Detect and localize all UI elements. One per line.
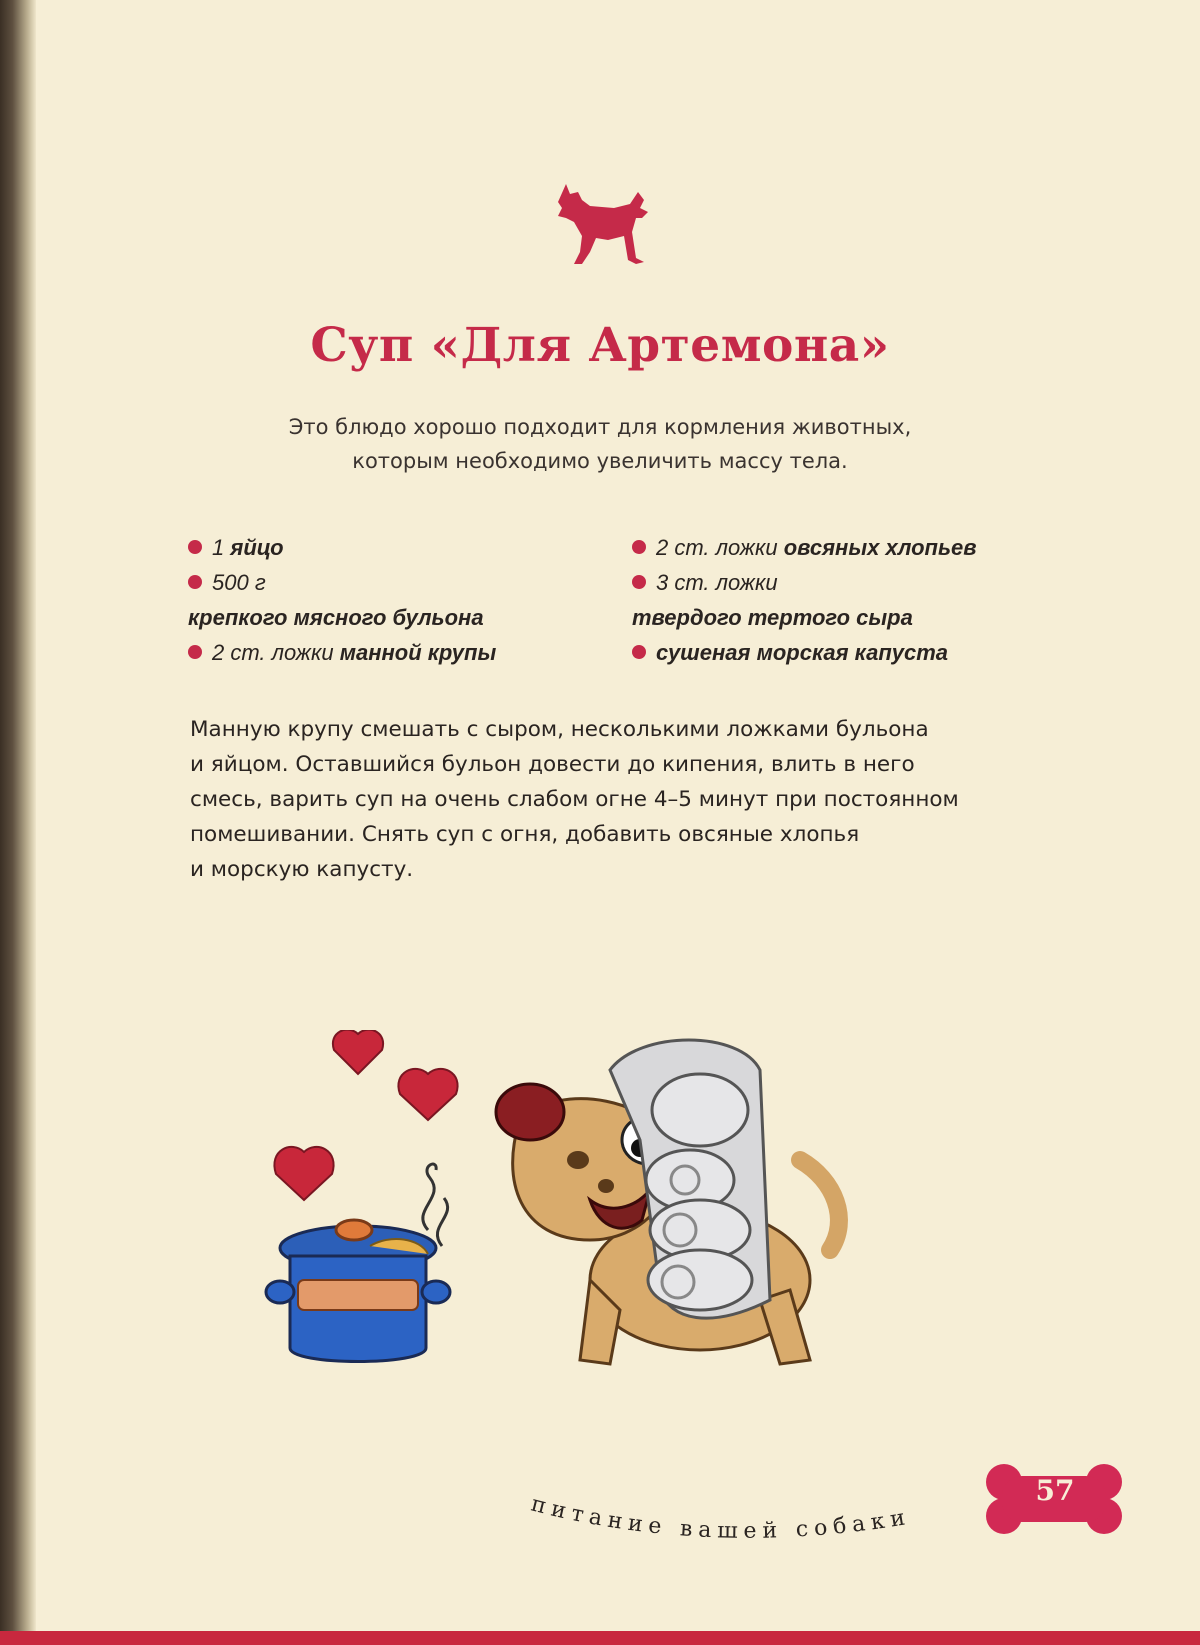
method-line: и морскую капусту. bbox=[190, 857, 414, 882]
dog-silhouette-icon bbox=[552, 178, 664, 270]
page-number: 57 bbox=[1035, 1474, 1075, 1507]
ingredient-item: 3 ст. ложки bbox=[632, 565, 1052, 600]
method-line: и яйцом. Оставшийся бульон довести до кипения, влить в него bbox=[190, 752, 915, 777]
bullet-icon bbox=[188, 540, 202, 554]
method-line: смесь, варить суп на очень слабом огне 4–5 минут при постоянном bbox=[190, 787, 959, 812]
illustration bbox=[260, 1030, 910, 1450]
ingredient-item: 2 ст. ложки манной крупы bbox=[188, 635, 608, 670]
bullet-icon bbox=[188, 575, 202, 589]
ingredient-item: 2 ст. ложки овсяных хлопьев bbox=[632, 530, 1052, 565]
bottom-edge-strip bbox=[0, 1631, 1200, 1645]
method-line: Манную крупу смешать с сыром, несколькими ложками бульона bbox=[190, 717, 929, 742]
bullet-icon bbox=[632, 575, 646, 589]
bullet-icon bbox=[188, 645, 202, 659]
ingredient-item: сушеная морская капуста bbox=[632, 635, 1052, 670]
heart-icon bbox=[398, 1069, 457, 1120]
book-spine-edge bbox=[0, 0, 36, 1645]
recipe-title: Суп «Для Артемона» bbox=[310, 318, 890, 373]
recipe-method bbox=[190, 712, 1050, 887]
bullet-icon bbox=[632, 540, 646, 554]
dog-in-wig-icon bbox=[496, 1040, 839, 1364]
recipe-intro bbox=[200, 410, 1000, 478]
running-title bbox=[520, 1480, 960, 1570]
intro-line: Это блюдо хорошо подходит для кормления животных, bbox=[288, 415, 912, 439]
ingredient-item: 500 г bbox=[188, 565, 608, 600]
ingredient-item: 1 яйцо bbox=[188, 530, 608, 565]
ingredients-left-column bbox=[188, 530, 608, 670]
ingredient-item-continued: крепкого мясного бульона bbox=[188, 605, 484, 630]
heart-icon bbox=[274, 1147, 333, 1200]
ingredients-right-column bbox=[632, 530, 1052, 670]
bullet-icon bbox=[632, 645, 646, 659]
ingredient-item-continued: твердого тертого сыра bbox=[632, 605, 913, 630]
soup-pot-icon bbox=[266, 1164, 450, 1361]
running-title-text: питание вашей собаки bbox=[528, 1491, 913, 1544]
intro-line: которым необходимо увеличить массу тела. bbox=[352, 449, 848, 473]
heart-icon bbox=[333, 1030, 383, 1074]
method-line: помешивании. Снять суп с огня, добавить овсяные хлопья bbox=[190, 822, 860, 847]
